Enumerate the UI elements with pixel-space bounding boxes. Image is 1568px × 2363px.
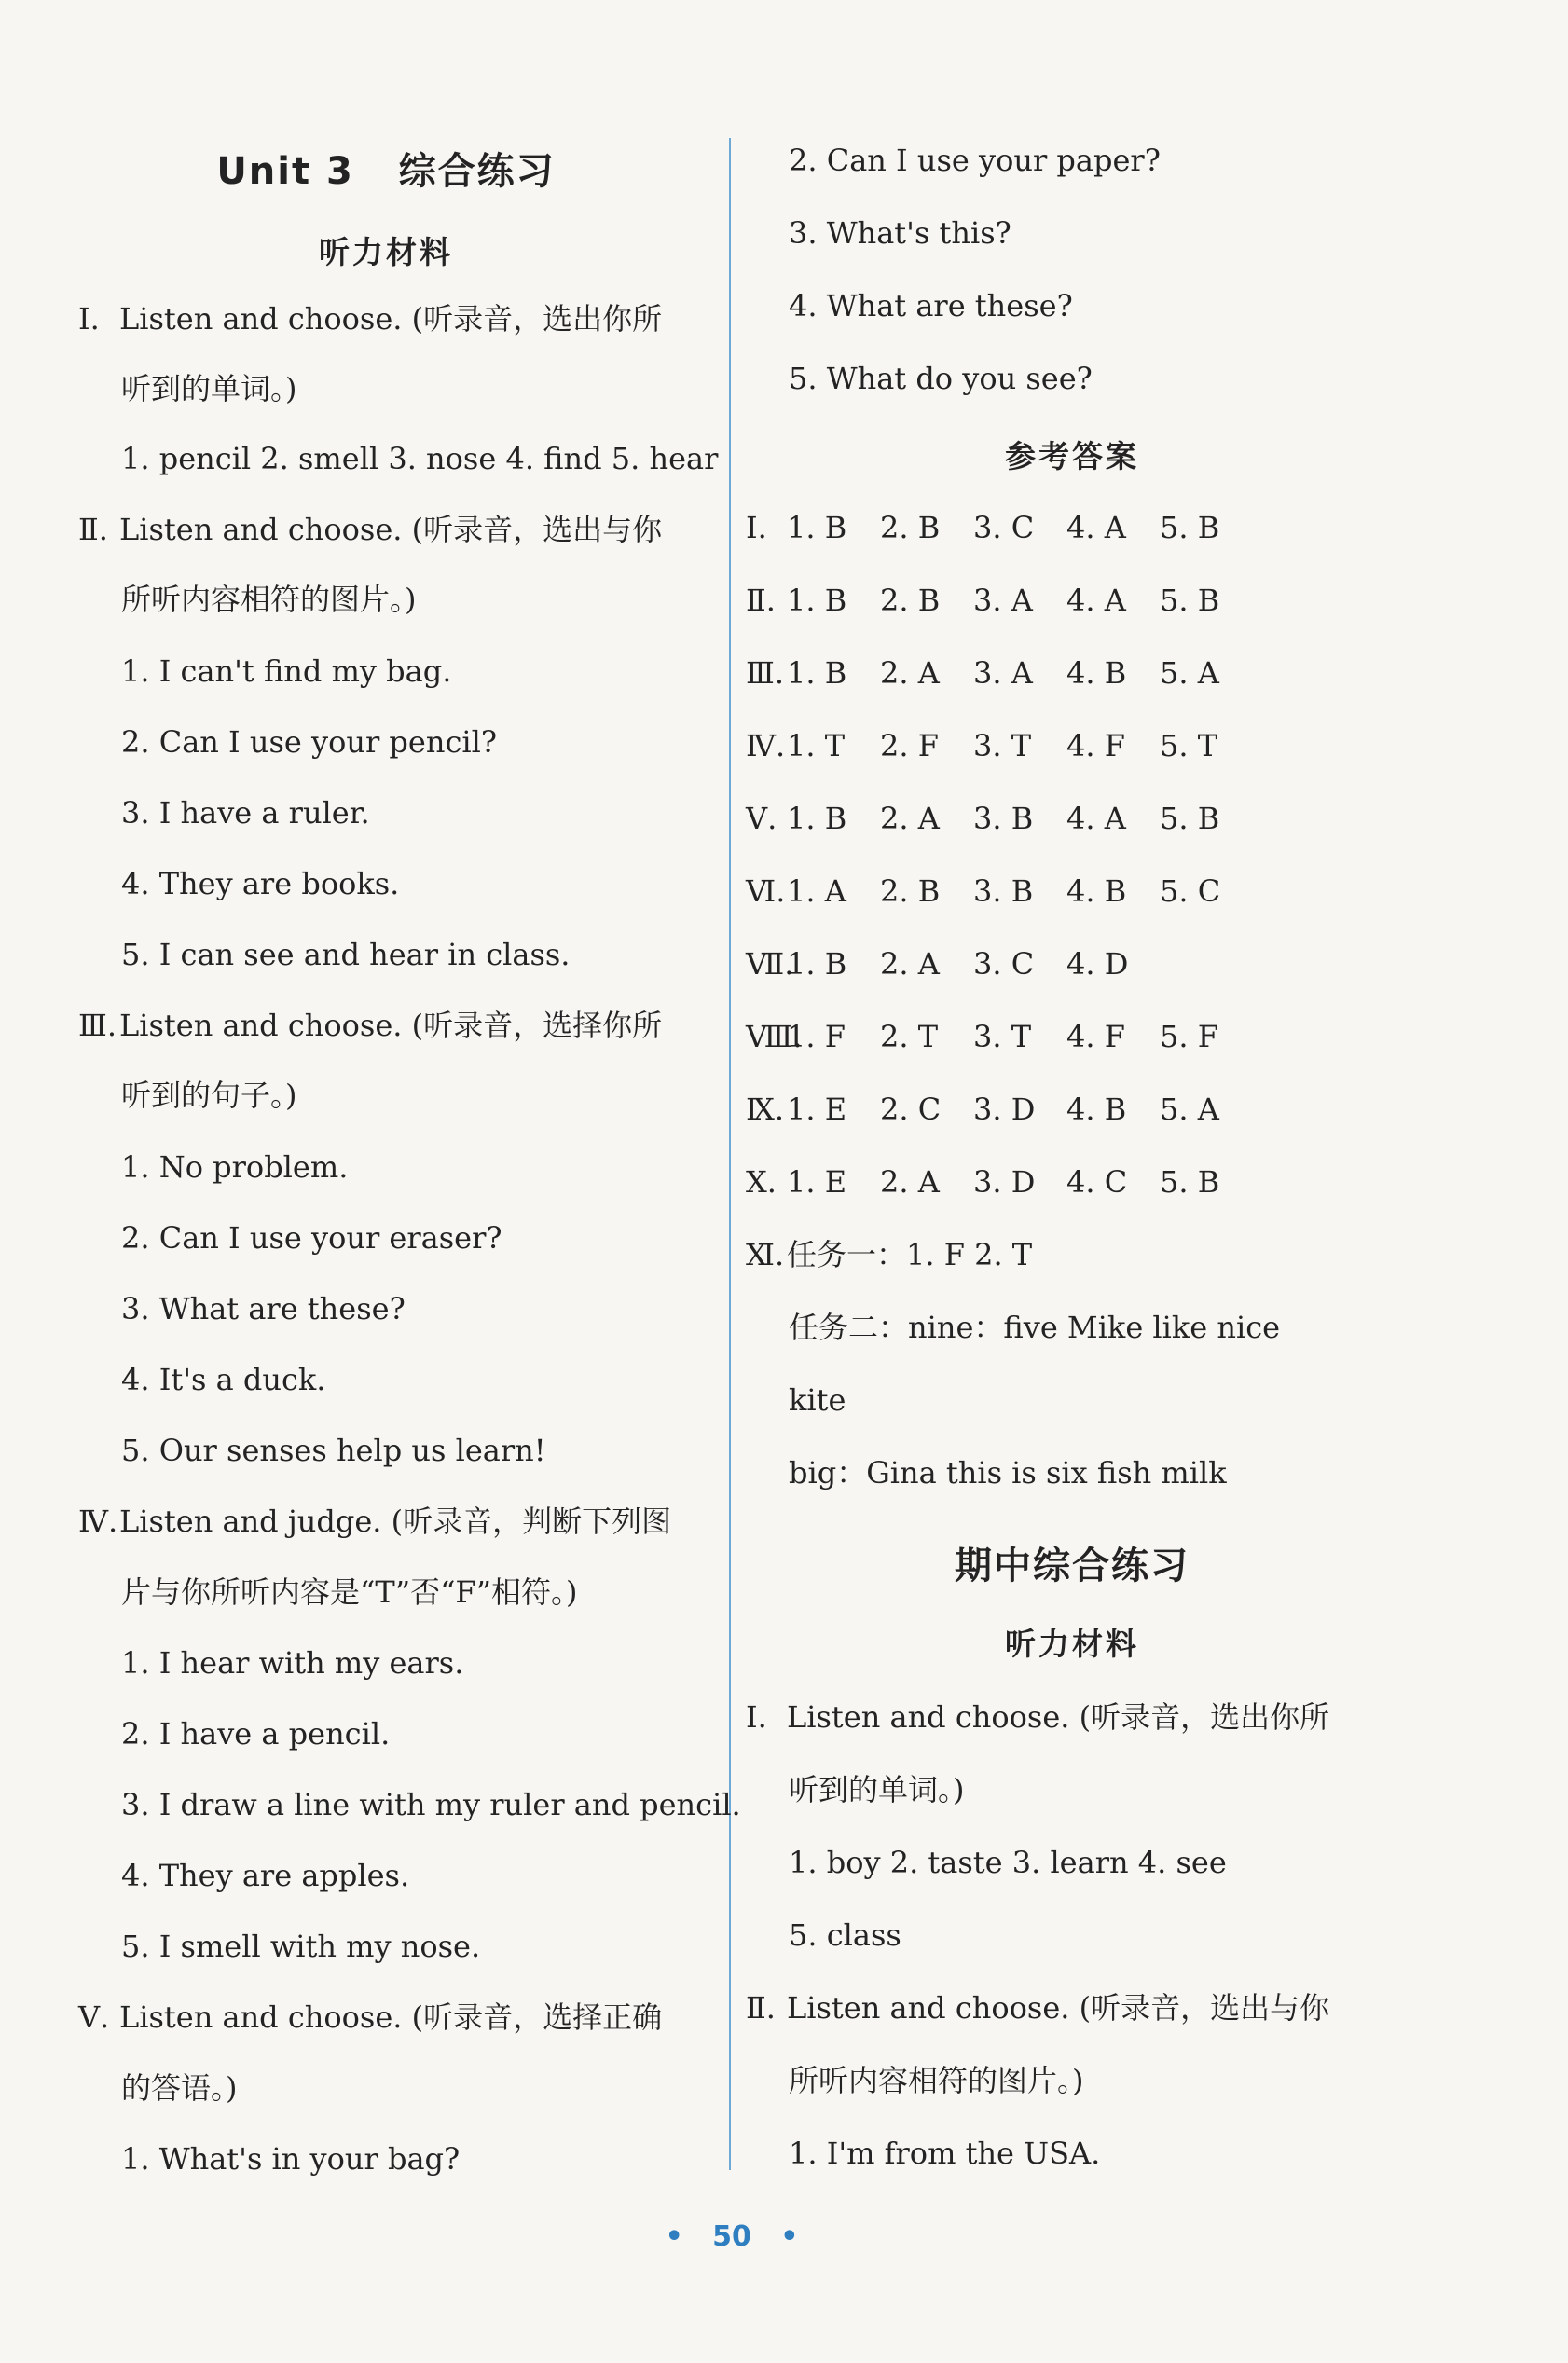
page-number: • 50 •	[665, 2220, 799, 2253]
list-item: 5. Our senses help us learn!	[121, 1433, 546, 1468]
list-item: 3. I have a ruler.	[121, 795, 370, 831]
answer-row: Ⅴ. 1. B 2. A 3. B 4. A 5. B	[746, 801, 1220, 836]
section-3-instruction-cont: 听到的句子。)	[121, 1078, 297, 1113]
section-roman: Ⅰ.	[78, 301, 100, 337]
section-roman: Ⅲ.	[78, 1008, 117, 1043]
list-item: 1. I'm from the USA.	[789, 2136, 1101, 2171]
section-4-instruction-cont: 片与你所听内容是“T”否“F”相符。)	[121, 1574, 578, 1610]
list-item: 2. Can I use your pencil?	[121, 724, 497, 760]
list-item: 3. What are these?	[121, 1291, 406, 1326]
section-5-instruction: Ⅴ. Listen and choose. (听录音，选择正确	[78, 1999, 663, 2035]
list-item: 1. I can't find my bag.	[121, 653, 452, 689]
list-item: 4. They are apples.	[121, 1858, 410, 1893]
section-4-instruction: Ⅳ.Listen and judge. (听录音，判断下列图	[78, 1504, 672, 1539]
midterm-section-2-instruction: Ⅱ. Listen and choose. (听录音，选出与你	[746, 1990, 1330, 2026]
list-item: 1. What's in your bag?	[121, 2141, 461, 2177]
section-11-task-2-cont: kite	[789, 1382, 846, 1418]
midterm-section-1-items-cont: 5. class	[789, 1917, 901, 1953]
list-item: 5. What do you see?	[789, 361, 1093, 396]
list-item: 4. What are these?	[789, 288, 1073, 323]
midterm-section-1-instruction-cont: 听到的单词。)	[789, 1772, 965, 1807]
section-11-task-2: 任务二：nine：five Mike like nice	[789, 1310, 1281, 1345]
midterm-listening-heading: 听力材料	[1005, 1626, 1139, 1662]
section-2-instruction-cont: 所听内容相符的图片。)	[121, 582, 417, 617]
section-3-instruction: Ⅲ.Listen and choose. (听录音，选择你所	[78, 1008, 663, 1043]
unit-title: Unit 3 综合练习	[216, 150, 556, 193]
answer-row: Ⅱ. 1. B 2. B 3. A 4. A 5. B	[746, 583, 1220, 618]
section-roman: Ⅴ.	[78, 1999, 110, 2035]
section-roman: Ⅱ.	[78, 512, 108, 547]
list-item: 3. I draw a line with my ruler and pencil.	[121, 1787, 741, 1822]
answer-row: Ⅷ.1. F 2. T 3. T 4. F 5. F	[746, 1019, 1218, 1054]
section-11-task-2-big: big：Gina this is six fish milk	[789, 1455, 1227, 1491]
section-5-instruction-cont: 的答语。)	[121, 2070, 238, 2106]
section-1-instruction-cont: 听到的单词。)	[121, 371, 297, 406]
midterm-title: 期中综合练习	[955, 1545, 1190, 1587]
answer-row: Ⅳ.1. T 2. F 3. T 4. F 5. T	[746, 728, 1218, 763]
list-item: 5. I can see and hear in class.	[121, 937, 571, 972]
answer-row: Ⅹ. 1. E 2. A 3. D 4. C 5. B	[746, 1164, 1220, 1200]
list-item: 1. No problem.	[121, 1149, 349, 1185]
list-item: 4. It's a duck.	[121, 1362, 326, 1397]
answer-row: Ⅶ.1. B 2. A 3. C 4. D	[746, 946, 1129, 982]
answer-row: Ⅵ.1. A 2. B 3. B 4. B 5. C	[746, 873, 1221, 909]
section-1-instruction: Ⅰ. Listen and choose. (听录音，选出你所	[78, 301, 663, 337]
answer-row: Ⅰ. 1. B 2. B 3. C 4. A 5. B	[746, 510, 1220, 545]
midterm-section-1-items: 1. boy 2. taste 3. learn 4. see	[789, 1845, 1227, 1880]
list-item: 5. I smell with my nose.	[121, 1929, 481, 1964]
section-11-task-1: Ⅺ.任务一：1. F 2. T	[746, 1237, 1033, 1272]
list-item: 2. Can I use your paper?	[789, 143, 1161, 178]
column-divider	[729, 138, 731, 2170]
list-item: 1. I hear with my ears.	[121, 1645, 464, 1681]
section-2-instruction: Ⅱ. Listen and choose. (听录音，选出与你	[78, 512, 663, 547]
midterm-section-1-instruction: Ⅰ. Listen and choose. (听录音，选出你所	[746, 1699, 1330, 1735]
midterm-section-2-instruction-cont: 所听内容相符的图片。)	[789, 2063, 1084, 2098]
listening-heading: 听力材料	[319, 234, 453, 270]
section-roman: Ⅳ.	[78, 1504, 118, 1539]
list-item: 2. I have a pencil.	[121, 1716, 391, 1752]
answer-row: Ⅸ.1. E 2. C 3. D 4. B 5. A	[746, 1092, 1219, 1127]
list-item: 2. Can I use your eraser?	[121, 1220, 502, 1256]
section-1-items: 1. pencil 2. smell 3. nose 4. find 5. hear	[121, 441, 719, 476]
list-item: 3. What's this?	[789, 215, 1011, 251]
list-item: 4. They are books.	[121, 866, 400, 901]
answers-heading: 参考答案	[1005, 438, 1139, 474]
answer-row: Ⅲ.1. B 2. A 3. A 4. B 5. A	[746, 655, 1219, 691]
